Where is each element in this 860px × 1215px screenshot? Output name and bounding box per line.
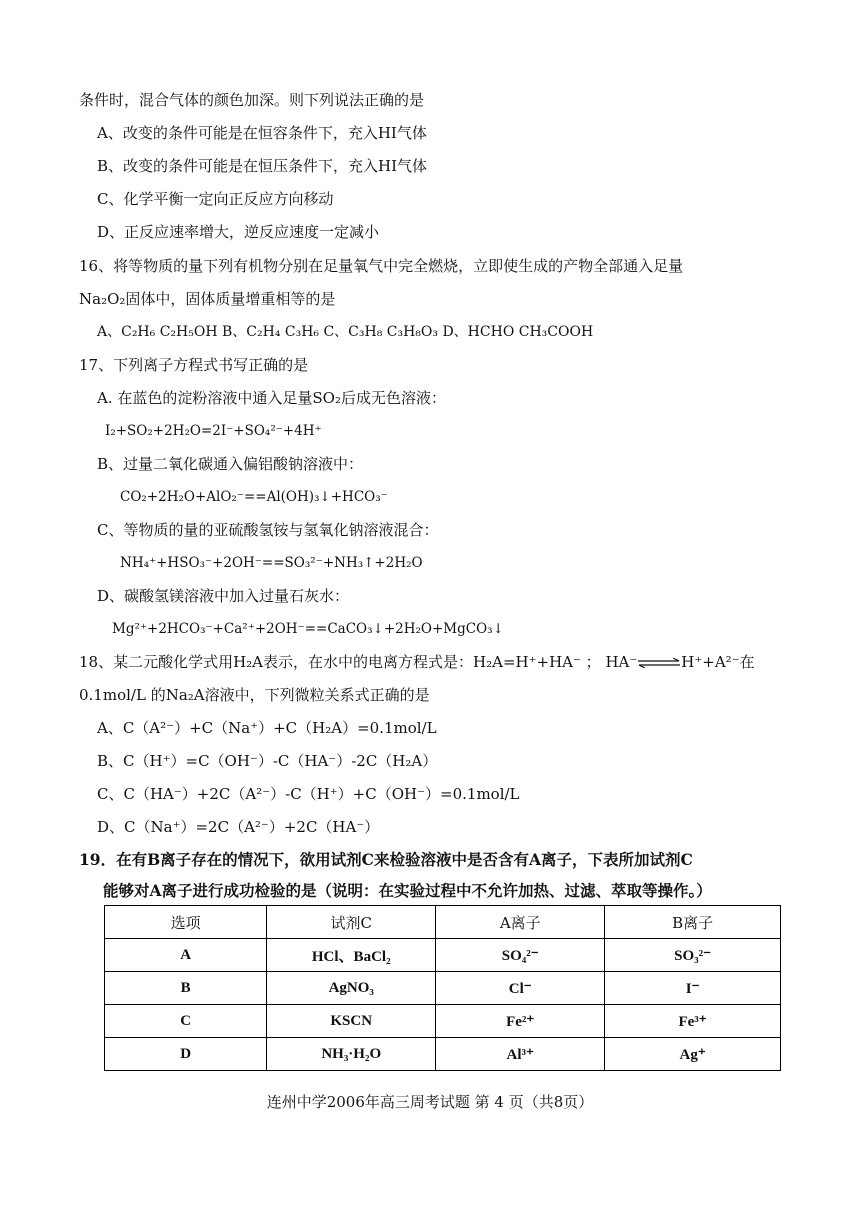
q17-option-a-text: A. 在蓝色的淀粉溶液中通入足量SO₂后成无色溶液： (97, 389, 446, 407)
table-cell: Al³⁺ (436, 1038, 605, 1071)
table-cell: HCl、BaCl₂ (267, 939, 436, 972)
q17-option-a-equation: I₂+SO₂+2H₂O=2I⁻+SO₄²⁻+4H⁺ (105, 423, 322, 439)
q17-option-d-text: D、碳酸氢镁溶液中加入过量石灰水： (97, 587, 350, 605)
q15-option-b: B、改变的条件可能是在恒压条件下，充入HI气体 (97, 157, 428, 175)
q17-option-d-equation: Mg²⁺+2HCO₃⁻+Ca²⁺+2OH⁻==CaCO₃↓+2H₂O+MgCO₃↓ (112, 621, 504, 637)
q15-option-c: C、化学平衡一定向正反应方向移动 (97, 190, 334, 208)
page-footer: 连州中学2006年高三周考试题 第 4 页（共8页） (266, 1093, 594, 1111)
q18-option-a: A、C（A²⁻）+C（Na⁺）+C（H₂A）=0.1mol/L (97, 719, 437, 737)
table-cell: A (105, 939, 267, 972)
table-cell: I⁻ (605, 972, 781, 1005)
table-cell: D (105, 1038, 267, 1071)
q19-stem: 19．在有B离子存在的情况下，欲用试剂C来检验溶液中是否含有A离子，下表所加试剂C (79, 850, 693, 869)
q17-option-b-text: B、过量二氧化碳通入偏铝酸钠溶液中： (97, 455, 364, 473)
table-cell: Fe³⁺ (605, 1005, 781, 1038)
table-row (105, 939, 781, 972)
q18-stem (79, 652, 755, 672)
q19-stem-2: 能够对A离子进行成功检验的是（说明：在实验过程中不允许加热、过滤、萃取等操作。） (103, 881, 712, 900)
table-cell: AgNO₃ (267, 972, 436, 1005)
q15-option-d: D、正反应速率增大，逆反应速度一定减小 (97, 223, 380, 241)
table-row (105, 1038, 781, 1071)
table-header: A离子 (436, 906, 605, 939)
table-header: B离子 (605, 906, 781, 939)
q15-stem-tail: 条件时，混合气体的颜色加深。则下列说法正确的是 (79, 91, 425, 109)
q18-stem-part-1: 18、某二元酸化学式用H₂A表示，在水中的电离方程式是：H₂A=H⁺+HA⁻ ； HA⁻ (79, 653, 638, 671)
q17-stem: 17、下列离子方程式书写正确的是 (79, 356, 309, 374)
table-row (105, 972, 781, 1005)
equilibrium-arrow-icon (637, 658, 681, 668)
table-cell: SO₄²⁻ (436, 939, 605, 972)
q18-stem-part-2: H⁺+A²⁻在 (681, 653, 755, 671)
q17-option-c-equation: NH₄⁺+HSO₃⁻+2OH⁻==SO₃²⁻+NH₃↑+2H₂O (120, 555, 423, 571)
table-header-row (105, 906, 781, 939)
table-cell: Ag⁺ (605, 1038, 781, 1071)
q18-option-c: C、C（HA⁻）+2C（A²⁻）-C（H⁺）+C（OH⁻）=0.1mol/L (97, 785, 520, 803)
q17-option-c-text: C、等物质的量的亚硫酸氢铵与氢氧化钠溶液混合： (97, 521, 439, 539)
q18-option-b: B、C（H⁺）=C（OH⁻）-C（HA⁻）-2C（H₂A） (97, 752, 438, 770)
q17-option-b-equation: CO₂+2H₂O+AlO₂⁻==Al(OH)₃↓+HCO₃⁻ (120, 489, 388, 505)
table-cell: Fe²⁺ (436, 1005, 605, 1038)
q18-option-d: D、C（Na⁺）=2C（A²⁻）+2C（HA⁻） (97, 818, 380, 836)
table-cell: KSCN (267, 1005, 436, 1038)
table-row (105, 1005, 781, 1038)
table-cell: C (105, 1005, 267, 1038)
q18-stem-2: 0.1mol/L 的Na₂A溶液中，下列微粒关系式正确的是 (79, 686, 430, 704)
table-cell: B (105, 972, 267, 1005)
q16-stem: 16、将等物质的量下列有机物分别在足量氧气中完全燃烧，立即使生成的产物全部通入足量 (79, 257, 684, 275)
table-cell: NH₃·H₂O (267, 1038, 436, 1071)
table-header: 试剂C (267, 906, 436, 939)
q16-stem-2: Na₂O₂固体中，固体质量增重相等的是 (79, 290, 336, 308)
q15-option-a: A、改变的条件可能是在恒容条件下，充入HI气体 (97, 124, 427, 142)
table-cell: SO₃²⁻ (605, 939, 781, 972)
table-header: 选项 (105, 906, 267, 939)
q16-options: A、C₂H₆ C₂H₅OH B、C₂H₄ C₃H₆ C、C₃H₈ C₃H₈O₃ D、HCHO CH₃COOH (97, 324, 594, 340)
reagent-table (104, 905, 781, 1071)
table-cell: Cl⁻ (436, 972, 605, 1005)
